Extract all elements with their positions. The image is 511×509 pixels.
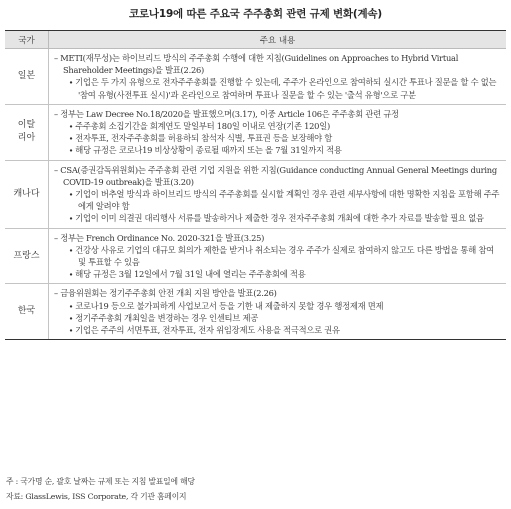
country-cell: 프랑스 <box>5 229 49 284</box>
content-cell <box>49 229 506 284</box>
regulation-table <box>5 30 506 340</box>
main-point: – CSA(증권감독위원회)는 주주총회 관련 기업 지원을 위한 지침(Guidance conducting Annual General Meetings during COVID-19 outbreak)을 발표(3.20) <box>54 164 497 187</box>
sub-point: ∙ 건강상 사유로 기업의 대규모 회의가 제한을 받거나 취소되는 경우 주주가 실제로 참여하지 않고도 다른 방법을 통해 참여 및 투표할 수 있음 <box>69 244 494 268</box>
sub-point: ∙ 코로나19 등으로 불가피하게 사업보고서 등을 기한 내 제출하지 못할 경우 행정제재 면제 <box>69 300 384 311</box>
header-content: 주요 내용 <box>259 35 296 46</box>
table-row <box>5 229 506 285</box>
country-cell: 일본 <box>5 49 49 104</box>
main-point: – METI(재무성)는 하이브리드 방식의 주주총회 수행에 대한 지침(Guidelines on Approaches to Hybrid Virtual Shareholder Meetings)을 발표(2.26) <box>54 53 459 76</box>
table-row <box>5 49 506 105</box>
content-cell <box>49 49 506 104</box>
table-title: 코로나19에 따른 주요국 주주총회 관련 규제 변화(계속) <box>129 8 382 20</box>
table-body <box>5 49 506 339</box>
country-cell: 이탈 리아 <box>5 105 49 160</box>
sub-point: ∙ 정기주주총회 개최일을 변경하는 경우 인센티브 제공 <box>69 312 258 323</box>
main-point: – 정부는 French Ordinance No. 2020-321을 발표(3.25) <box>54 232 265 243</box>
content-cell <box>49 284 506 339</box>
country-cell: 캐나다 <box>5 161 49 228</box>
table-row <box>5 105 506 161</box>
sub-point: ∙ 해당 규정은 3월 12일에서 7월 31일 내에 열리는 주주총회에 적용 <box>69 269 306 280</box>
table-header <box>5 31 506 49</box>
content-cell <box>49 105 506 160</box>
table-row <box>5 161 506 229</box>
sub-point: ∙ 전자투표, 전자주주총회를 허용하되 참석자 식별, 투표권 등을 보장해야 함 <box>69 133 333 144</box>
main-point: – 금융위원회는 정기주주총회 안전 개최 지원 방안을 발표(2.26) <box>54 288 277 299</box>
footnote-note: 주 : 국가명 순, 괄호 날짜는 규제 또는 지침 발표일에 해당 <box>6 477 195 486</box>
sub-point: ∙ 기업은 두 가지 유형으로 전자주주총회를 진행할 수 있는데, 주주가 온라인으로 참여하되 실시간 투표나 질문을 할 수 없는 '참여 유형(사전투표 실시)'과 온라인으로 참여하며 투표나 질문을 할 수 있는 '출석 유형'으로 구분 <box>69 77 497 100</box>
sub-point: ∙ 주주총회 소집기간을 회계연도 말일부터 180일 이내로 연장(기존 120일) <box>69 121 330 132</box>
content-cell <box>49 161 506 228</box>
footnote-source: 자료: GlassLewis, ISS Corporate, 각 기관 홈페이지 <box>6 492 187 501</box>
main-point: – 정부는 Law Decree No.18/2020을 발표했으며(3.17), 이중 Article 106은 주주총회 관련 규정 <box>54 108 399 119</box>
table-row <box>5 284 506 339</box>
header-country: 국가 <box>5 31 49 48</box>
sub-point: ∙ 기업이 버추얼 방식과 하이브리드 방식의 주주총회를 실시할 계획인 경우 관련 세부사항에 대한 명확한 지침을 포함해 주주에게 알려야 함 <box>69 189 500 212</box>
sub-point: ∙ 해당 규정은 코로나19 비상상황이 종료될 때까지 또는 올 7월 31일까지 적용 <box>69 145 342 156</box>
country-cell: 한국 <box>5 284 49 339</box>
sub-point: ∙ 기업은 주주의 서면투표, 전자투표, 전자 위임장제도 사용을 적극적으로 권유 <box>69 325 340 336</box>
sub-point: ∙ 기업이 이미 의결권 대리행사 서류를 발송하거나 제출한 경우 전자주주총회 개최에 대한 추가 자료를 발송할 필요 없음 <box>69 213 484 224</box>
